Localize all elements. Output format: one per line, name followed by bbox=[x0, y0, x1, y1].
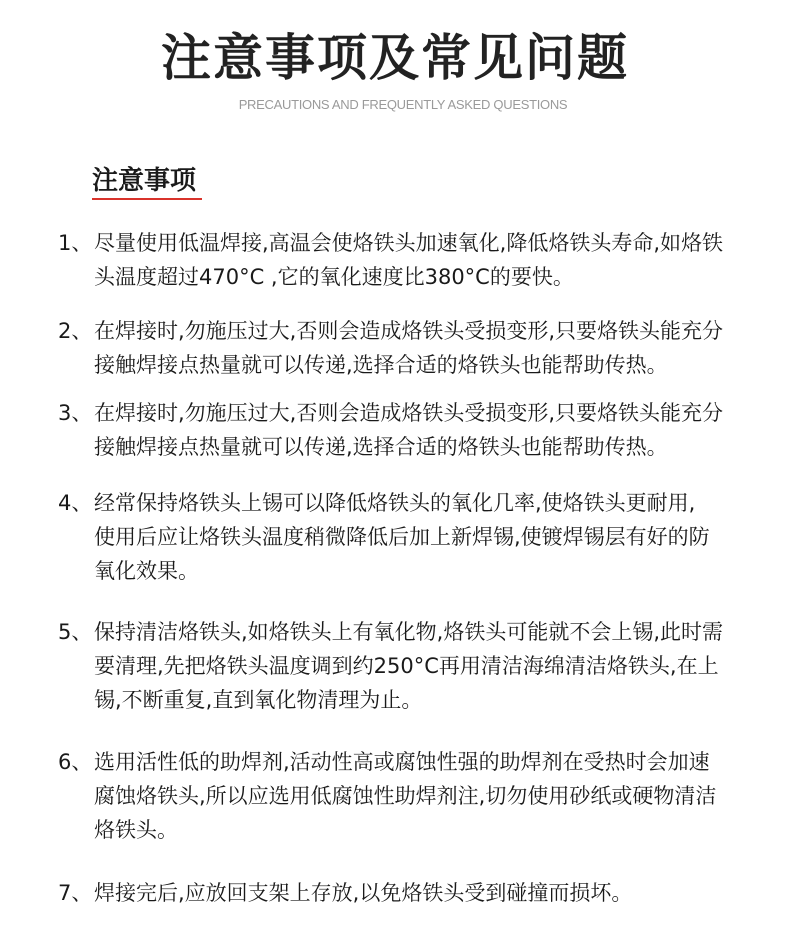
list-item bbox=[58, 226, 758, 294]
list-item-line: 使用后应让烙铁头温度稍微降低后加上新焊锡,使镀焊锡层有好的防 bbox=[94, 525, 710, 549]
page-subtitle: PRECAUTIONS AND FREQUENTLY ASKED QUESTIONS bbox=[238, 97, 568, 112]
list-item-line: 经常保持烙铁头上锡可以降低烙铁头的氧化几率,使烙铁头更耐用, bbox=[94, 491, 696, 515]
list-item-text bbox=[94, 486, 758, 588]
list-item-line: 头温度超过470°C ,它的氧化速度比380°C的要快。 bbox=[94, 265, 574, 289]
list-item bbox=[58, 615, 758, 717]
list-item bbox=[58, 314, 758, 382]
list-item-line: 锡,不断重复,直到氧化物清理为止。 bbox=[94, 688, 423, 712]
list-item-line: 在焊接时,勿施压过大,否则会造成烙铁头受损变形,只要烙铁头能充分 bbox=[94, 401, 724, 425]
list-item-number: 3、 bbox=[58, 401, 93, 425]
list-item-number: 4、 bbox=[58, 491, 93, 515]
list-item-text bbox=[94, 876, 758, 910]
list-item-number: 6、 bbox=[58, 750, 93, 774]
list-item bbox=[58, 876, 758, 910]
list-item-text bbox=[94, 314, 758, 382]
list-item-line: 尽量使用低温焊接,高温会使烙铁头加速氧化,降低烙铁头寿命,如烙铁 bbox=[94, 231, 724, 255]
list-item-line: 烙铁头。 bbox=[94, 818, 178, 842]
list-item-number: 5、 bbox=[58, 620, 93, 644]
list-item-number: 2、 bbox=[58, 319, 93, 343]
list-item-text bbox=[94, 615, 758, 717]
section-heading-underline bbox=[92, 198, 202, 200]
list-item-line: 在焊接时,勿施压过大,否则会造成烙铁头受损变形,只要烙铁头能充分 bbox=[94, 319, 724, 343]
list-item-text bbox=[94, 396, 758, 464]
list-item bbox=[58, 486, 758, 588]
list-item-number: 7、 bbox=[58, 881, 93, 905]
list-item-line: 接触焊接点热量就可以传递,选择合适的烙铁头也能帮助传热。 bbox=[94, 435, 668, 459]
list-item-line: 保持清洁烙铁头,如烙铁头上有氧化物,烙铁头可能就不会上锡,此时需 bbox=[94, 620, 724, 644]
list-item bbox=[58, 396, 758, 464]
list-item-line: 要清理,先把烙铁头温度调到约250°C再用清洁海绵清洁烙铁头,在上 bbox=[94, 654, 719, 678]
list-item bbox=[58, 745, 758, 847]
list-item-line: 接触焊接点热量就可以传递,选择合适的烙铁头也能帮助传热。 bbox=[94, 353, 668, 377]
list-item-line: 腐蚀烙铁头,所以应选用低腐蚀性助焊剂注,切勿使用砂纸或硬物清洁 bbox=[94, 784, 717, 808]
list-item-text bbox=[94, 745, 758, 847]
list-item-text bbox=[94, 226, 758, 294]
section-heading: 注意事项 bbox=[92, 166, 197, 196]
list-item-line: 焊接完后,应放回支架上存放,以免烙铁头受到碰撞而损坏。 bbox=[94, 881, 633, 905]
list-item-line: 氧化效果。 bbox=[94, 559, 199, 583]
list-item-line: 选用活性低的助焊剂,活动性高或腐蚀性强的助焊剂在受热时会加速 bbox=[94, 750, 710, 774]
list-item-number: 1、 bbox=[58, 231, 93, 255]
page-title: 注意事项及常见问题 bbox=[161, 29, 629, 87]
